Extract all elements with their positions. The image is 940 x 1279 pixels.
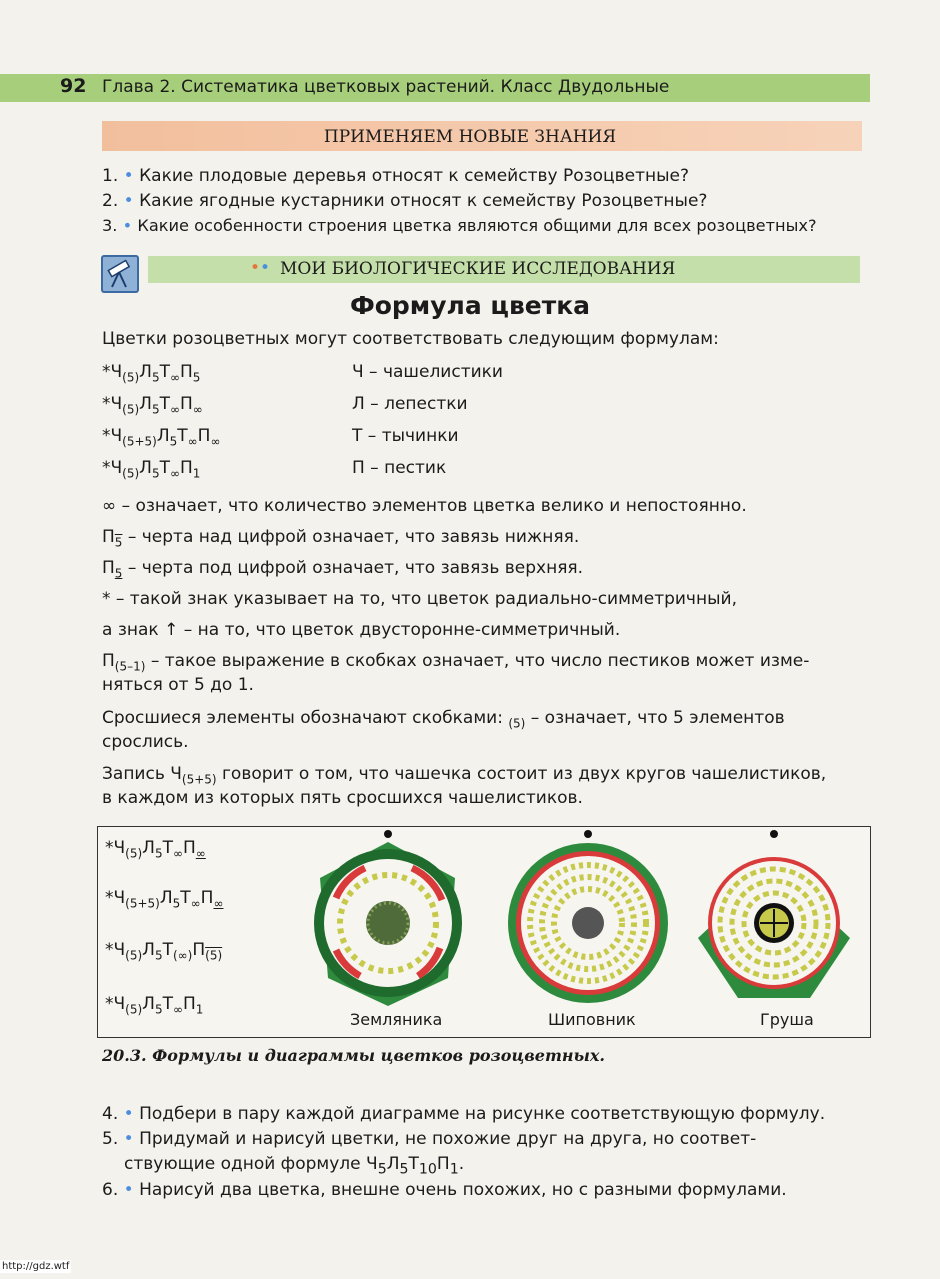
bullet-icon: •	[123, 191, 134, 211]
range-explanation-cont: няться от 5 до 1.	[102, 675, 254, 695]
fused-explanation-cont: срослись.	[102, 732, 189, 752]
pear-diagram	[698, 830, 850, 998]
figure-formula-3: $*Ч_{(5)}Л_5Т_{(\infty)}П_{(5)}$	[105, 940, 223, 963]
arrow-up-icon: ↑	[164, 620, 179, 640]
range-explanation: $П_{(5-1)}$ – такое выражение в скобках означает, что число пестиков может изме-	[102, 651, 810, 674]
bullet-icon: •	[123, 166, 134, 186]
watermark: http://gdz.wtf	[2, 1261, 70, 1272]
formula-2: $*Ч_{(5)}Л_5Т_\infty П_\infty$	[102, 394, 203, 417]
formula-heading: Формула цветка	[349, 291, 591, 320]
record-explanation-cont: в каждом из которых пять сросшихся чашелистиков.	[102, 788, 583, 808]
research-dots: ••	[250, 258, 271, 278]
label-pear: Груша	[760, 1010, 814, 1029]
question-number: 3.	[102, 216, 118, 235]
formula-4: $*Ч_{(5)}Л_5Т_\infty П_1$	[102, 458, 201, 481]
chapter-title: Глава 2. Систематика цветковых растений. Класс Двудольные	[102, 77, 670, 97]
legend-sepals: Ч – чашелистики	[352, 362, 503, 382]
question-2	[102, 191, 707, 211]
telescope-icon	[101, 255, 139, 293]
page-number: 92	[60, 75, 87, 97]
label-strawberry: Земляника	[350, 1010, 443, 1029]
question-3	[102, 216, 817, 235]
figure-formula-1: $*Ч_{(5)}Л_5Т_\infty П_\infty$	[105, 838, 206, 861]
record-explanation: Запись $Ч_{(5+5)}$ говорит о том, что чашечка состоит из двух кругов чашелистиков,	[102, 764, 827, 787]
figure-caption: 20.3. Формулы и диаграммы цветков розоцветных.	[102, 1046, 605, 1065]
research-title: МОИ БИОЛОГИЧЕСКИЕ ИССЛЕДОВАНИЯ	[280, 259, 676, 279]
formula-1: $*Ч_{(5)}Л_5Т_\infty П_5$	[102, 362, 201, 385]
figure-formula-2: $*Ч_{(5+5)}Л_5Т_\infty П_\infty$	[105, 888, 224, 911]
under-line-explanation: $П_5$ – черта под цифрой означает, что завязь верхняя.	[102, 558, 584, 581]
fused-explanation: Сросшиеся элементы обозначают скобками: $_{(5)}$ – означает, что 5 элементов	[102, 708, 785, 731]
task-5: 5. • Придумай и нарисуй цветки, не похожие друг на друга, но соответ-	[102, 1129, 757, 1149]
formula-3: $*Ч_{(5+5)}Л_5Т_\infty П_\infty$	[102, 426, 221, 449]
question-1	[102, 166, 689, 186]
question-text: Какие особенности строения цветка являются общими для всех розоцветных?	[137, 216, 817, 235]
task-5-cont: ствующие одной формуле $Ч_5Л_5Т_{10}П_1$.	[124, 1154, 465, 1178]
strawberry-diagram	[314, 830, 462, 1006]
over-line-explanation: $П_5$ – черта над цифрой означает, что завязь нижняя.	[102, 527, 580, 550]
bullet-icon: •	[123, 1104, 134, 1124]
intro-text: Цветки розоцветных могут соответствовать следующим формулам:	[102, 329, 719, 349]
flower-diagrams	[290, 828, 865, 1028]
legend-petals: Л – лепестки	[352, 394, 468, 414]
figure-formula-4: $*Ч_{(5)}Л_5Т_\infty П_1$	[105, 994, 204, 1017]
legend-pistil: П – пестик	[352, 458, 447, 478]
question-text: Какие плодовые деревья относят к семейству Розоцветные?	[139, 166, 690, 186]
infinity-explanation: ∞ – означает, что количество элементов цветка велико и непостоянно.	[102, 496, 747, 516]
legend-stamens: Т – тычинки	[352, 426, 459, 446]
rosehip-diagram	[508, 830, 668, 1003]
question-number: 1.	[102, 166, 119, 186]
question-number: 2.	[102, 191, 119, 211]
task-4: 4. • Подбери в пару каждой диаграмме на рисунке соответствующую формулу.	[102, 1104, 826, 1124]
star-explanation: * – такой знак указывает на то, что цветок радиально-симметричный,	[102, 589, 737, 609]
bullet-icon: •	[122, 216, 133, 235]
bullet-icon: •	[123, 1129, 134, 1149]
question-text: Какие ягодные кустарники относят к семейству Розоцветные?	[139, 191, 708, 211]
label-rosehip: Шиповник	[548, 1010, 636, 1029]
apply-title: ПРИМЕНЯЕМ НОВЫЕ ЗНАНИЯ	[323, 127, 617, 147]
task-6: 6. • Нарисуй два цветка, внешне очень похожих, но с разными формулами.	[102, 1180, 787, 1200]
bullet-icon: •	[123, 1180, 134, 1200]
arrow-explanation: а знак ↑ – на то, что цветок двусторонне-симметричный.	[102, 620, 621, 640]
